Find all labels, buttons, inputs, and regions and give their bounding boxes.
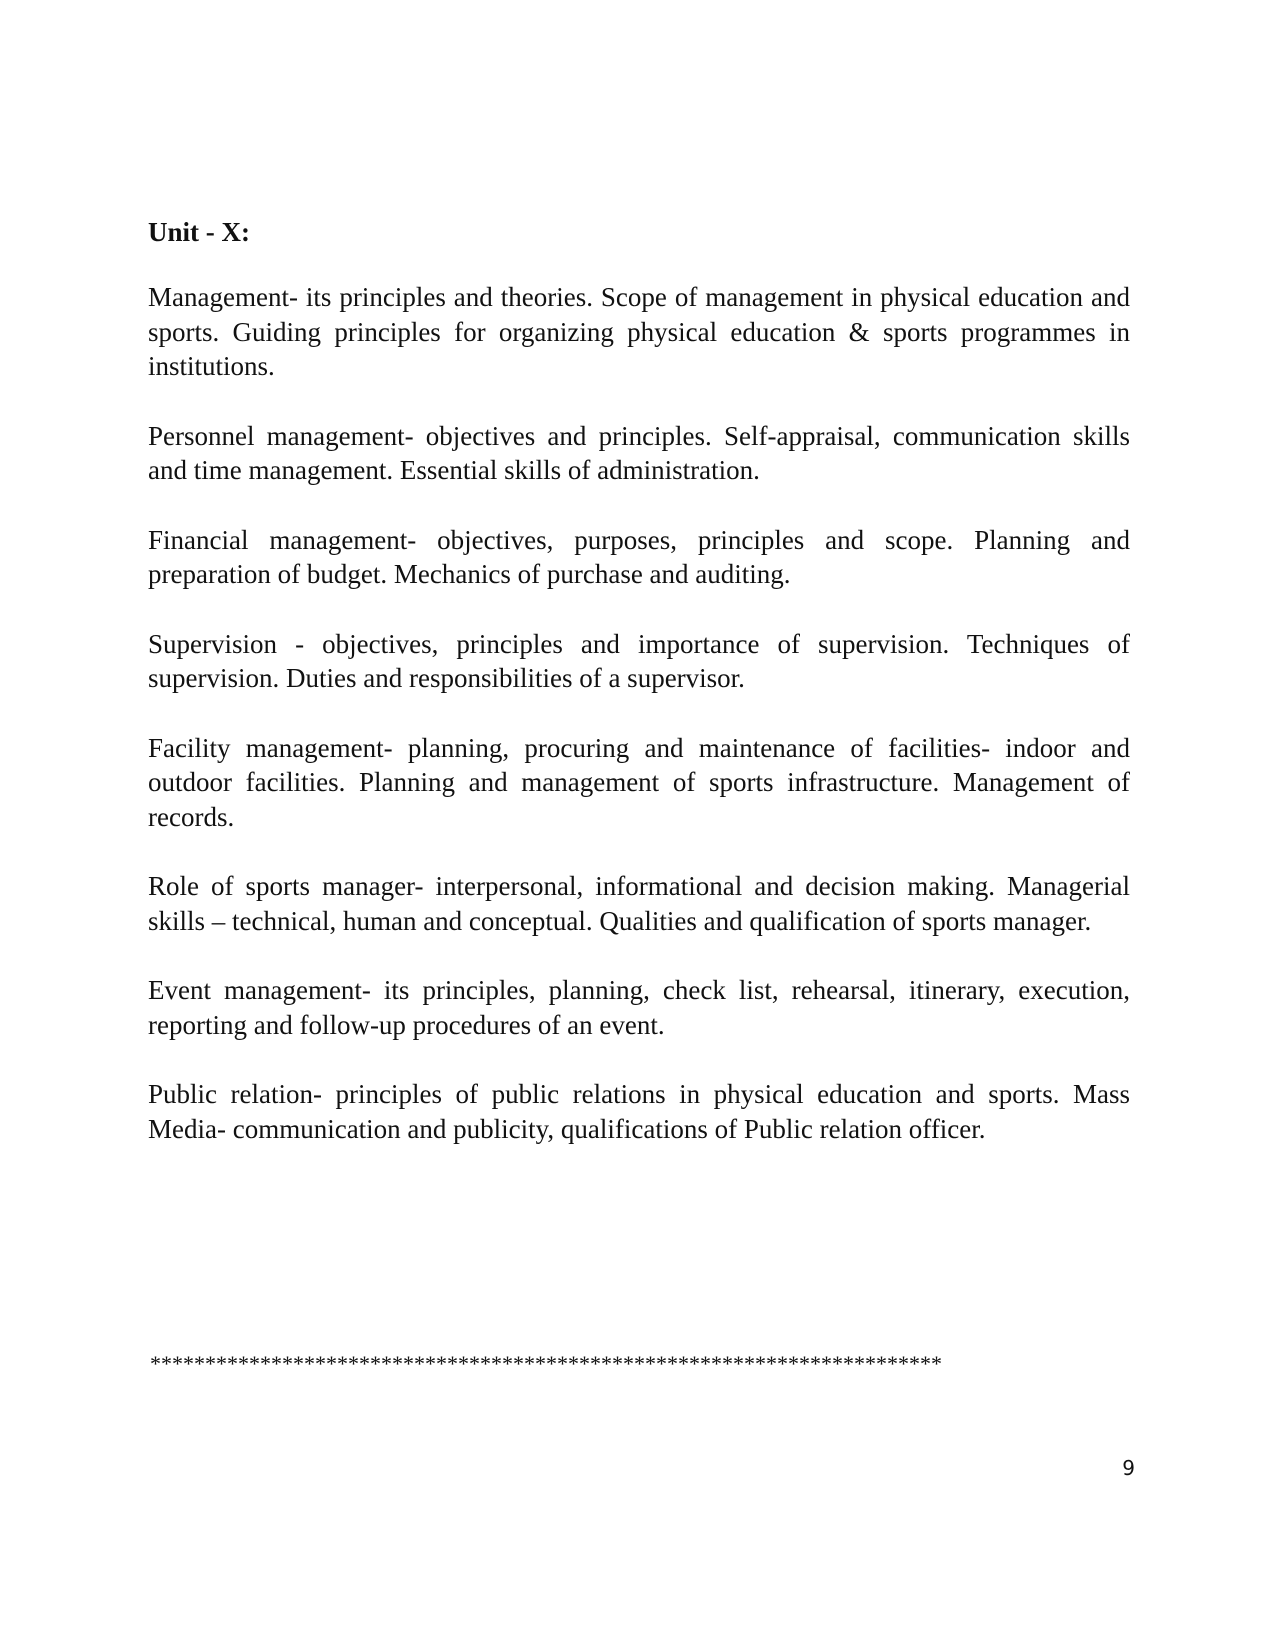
paragraph-personnel-management: Personnel management- objectives and principles. Self-appraisal, communication skills and time management. Essential skills of administration. bbox=[148, 420, 1130, 485]
paragraph-sports-manager-role: Role of sports manager- interpersonal, informational and decision making. Managerial skills – technical, human and conceptual. Qualities and qualification of sports manager. bbox=[148, 871, 1130, 936]
asterisk-separator: ************************************************************************ bbox=[150, 1351, 942, 1376]
page-number: 9 bbox=[1122, 1456, 1135, 1480]
document-body bbox=[148, 214, 1130, 1181]
paragraph-public-relation: Public relation- principles of public relations in physical education and sports. Mass Media- communication and publicity, qualifications of Public relation officer. bbox=[148, 1079, 1130, 1144]
paragraph-financial-management: Financial management- objectives, purposes, principles and scope. Planning and preparation of budget. Mechanics of purchase and auditing. bbox=[148, 524, 1130, 589]
paragraph-facility-management: Facility management- planning, procuring and maintenance of facilities- indoor and outdoor facilities. Planning and management of sports infrastructure. Management of records. bbox=[148, 732, 1130, 832]
paragraph-supervision: Supervision - objectives, principles and importance of supervision. Techniques of supervision. Duties and responsibilities of a supervisor. bbox=[148, 628, 1130, 693]
paragraph-event-management: Event management- its principles, planning, check list, rehearsal, itinerary, execution, reporting and follow-up procedures of an event. bbox=[148, 975, 1130, 1040]
unit-heading: Unit - X: bbox=[148, 217, 250, 247]
paragraph-management: Management- its principles and theories. Scope of management in physical education and sports. Guiding principles for organizing physical education & sports programmes in institutions. bbox=[148, 282, 1130, 381]
